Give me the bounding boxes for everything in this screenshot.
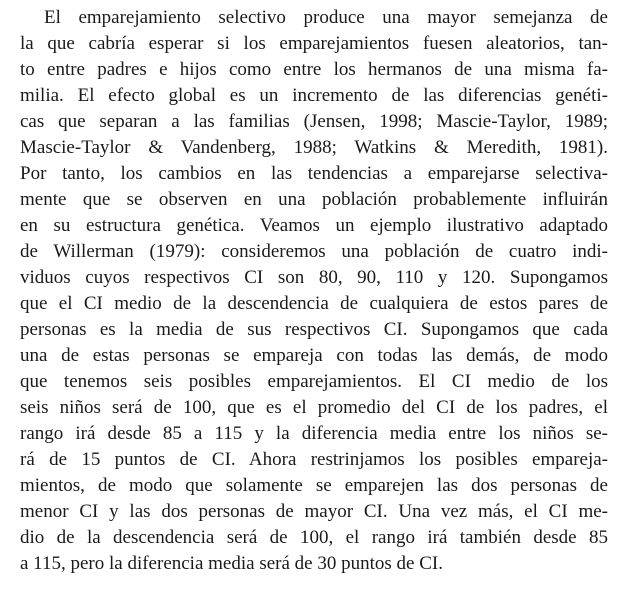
text-line: mente que se observen en una población probablemente influirán	[20, 189, 608, 210]
text-line: que tenemos seis posibles emparejamientos. El CI medio de los	[20, 371, 608, 392]
text-line: cas que separan a las familias (Jensen, 1998; Mascie-Taylor, 1989;	[20, 111, 608, 132]
text-line: a 115, pero la diferencia media será de 30 puntos de CI.	[20, 553, 443, 574]
text-line: to entre padres e hijos como entre los hermanos de una misma fa-	[20, 59, 608, 80]
text-line: mientos, de modo que solamente se emparejen las dos personas de	[20, 475, 608, 496]
text-line: seis niños será de 100, que es el promedio del CI de los padres, el	[20, 397, 608, 418]
text-line: Por tanto, los cambios en las tendencias a emparejarse selectiva-	[20, 163, 608, 184]
text-line: rango irá desde 85 a 115 y la diferencia media entre los niños se-	[20, 423, 608, 444]
text-line: milia. El efecto global es un incremento de las diferencias genéti-	[20, 85, 608, 106]
text-line: la que cabría esperar si los emparejamientos fuesen aleatorios, tan-	[20, 33, 608, 54]
text-line: de Willerman (1979): consideremos una población de cuatro indi-	[20, 241, 608, 262]
text-line: dio de la descendencia será de 100, el rango irá también desde 85	[20, 527, 608, 548]
text-line: personas es la media de sus respectivos CI. Supongamos que cada	[20, 319, 608, 340]
text-line: una de estas personas se empareja con todas las demás, de modo	[20, 345, 608, 366]
text-line: Mascie-Taylor & Vandenberg, 1988; Watkins & Meredith, 1981).	[20, 137, 608, 158]
text-line: en su estructura genética. Veamos un ejemplo ilustrativo adaptado	[20, 215, 608, 236]
text-line: viduos cuyos respectivos CI son 80, 90, 110 y 120. Supongamos	[20, 267, 608, 288]
text-line: El emparejamiento selectivo produce una mayor semejanza de	[44, 7, 608, 28]
text-line: menor CI y las dos personas de mayor CI. Una vez más, el CI me-	[20, 501, 608, 522]
text-line: que el CI medio de la descendencia de cualquiera de estos pares de	[20, 293, 608, 314]
text-line: rá de 15 puntos de CI. Ahora restrinjamos los posibles empareja-	[20, 449, 608, 470]
